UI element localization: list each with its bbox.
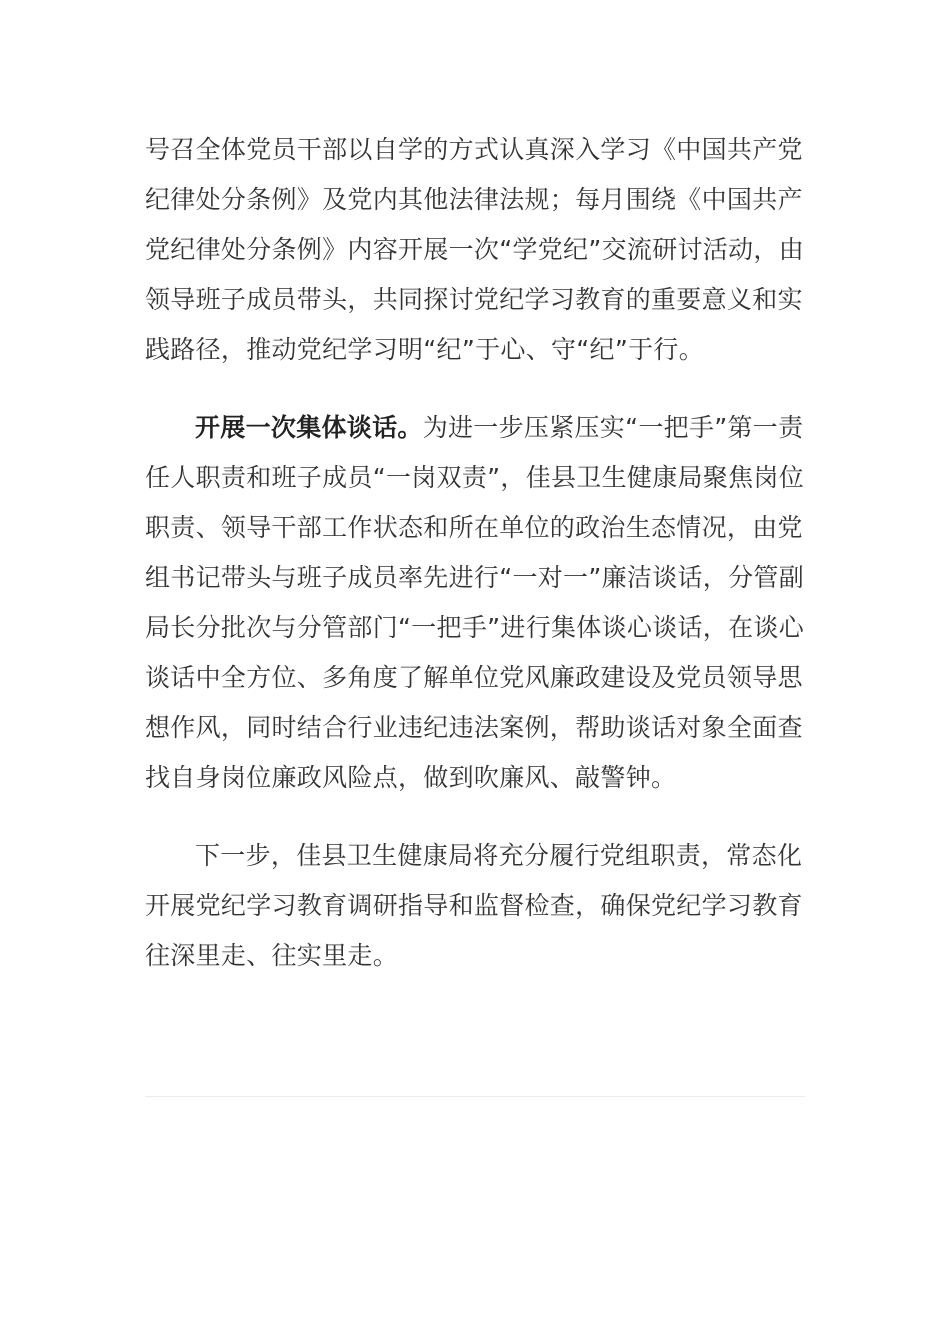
- paragraph-2: [145, 403, 805, 803]
- paragraph-gap: [145, 803, 805, 831]
- bottom-divider: [145, 1096, 805, 1097]
- article-body: [145, 125, 805, 981]
- paragraph-2-heading: 开展一次集体谈话。: [195, 413, 423, 442]
- paragraph-gap: [145, 375, 805, 403]
- paragraph-3: 下一步，佳县卫生健康局将充分履行党组职责，常态化开展党纪学习教育调研指导和监督检查，确保党纪学习教育往深里走、往实里走。: [145, 841, 803, 970]
- paragraph-2-body: 为进一步压紧压实“一把手”第一责任人职责和班子成员“一岗双责”，佳县卫生健康局聚焦岗位职责、领导干部工作状态和所在单位的政治生态情况，由党组书记带头与班子成员率先进行“一对一”廉洁谈话，分管副局长分批次与分管部门“一把手”进行集体谈心谈话，在谈心谈话中全方位、多角度了解单位党风廉政建设及党员领导思想作风，同时结合行业违纪违法案例，帮助谈话对象全面查找自身岗位廉政风险点，做到吹廉风、敲警钟。: [145, 413, 805, 792]
- paragraph-1: 号召全体党员干部以自学的方式认真深入学习《中国共产党纪律处分条例》及党内其他法律法规；每月围绕《中国共产党纪律处分条例》内容开展一次“学党纪”交流研讨活动，由领导班子成员带头，共同探讨党纪学习教育的重要意义和实践路径，推动党纪学习明“纪”于心、守“纪”于行。: [145, 135, 805, 364]
